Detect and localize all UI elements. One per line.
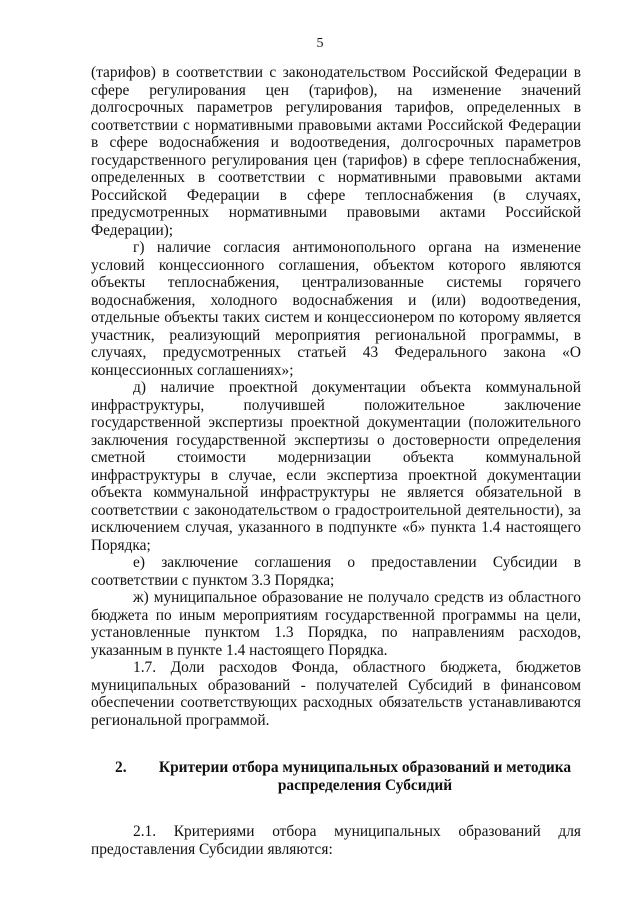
paragraph-item-zh: ж) муниципальное образование не получало средств из областного бюджета по иным мероприятиям государственной программы на цели, установленные пунктом 1.3 Порядка, по направлениям расходов, указанным в пункте 1.4 настоящего Порядка. <box>91 589 581 659</box>
paragraph-tariffs-continued: (тарифов) в соответствии с законодательством Российской Федерации в сфере регулирования цен (тарифов), на изменение значений долгосрочных параметров регулирования тарифов, определенных в соответствии с нормативными правовыми актами Российской Федерации в сфере водоснабжения и водоотведения, долгосрочных параметров государственного регулирования цен (тарифов) в сфере теплоснабжения, определенных в соответствии с нормативными правовыми актами Российской Федерации в сфере теплоснабжения (в случаях, предусмотренных нормативными правовыми актами Российской Федерации); <box>91 64 581 239</box>
paragraph-2-1: 2.1. Критериями отбора муниципальных образований для предоставления Субсидии являются: <box>91 823 581 858</box>
paragraph-1-7: 1.7. Доли расходов Фонда, областного бюджета, бюджетов муниципальных образований - получателей Субсидий в финансовом обеспечении соответствующих расходных обязательств устанавливаются региональной программой. <box>91 659 581 729</box>
paragraph-item-d: д) наличие проектной документации объекта коммунальной инфраструктуры, получившей положительное заключение государственной экспертизы проектной документации (положительного заключения государственной экспертизы о достоверности определения сметной стоимости модернизации объекта коммунальной инфраструктуры в случае, если экспертиза проектной документации объекта коммунальной инфраструктуры не является обязательной в соответствии с законодательством о градостроительной деятельности), за исключением случая, указанного в подпункте «б» пункта 1.4 настоящего Порядка; <box>91 379 581 554</box>
section-number: 2. <box>115 759 127 776</box>
document-body <box>91 64 581 858</box>
page-number: 5 <box>316 36 324 51</box>
section-heading <box>91 759 581 795</box>
paragraph-item-e: е) заключение соглашения о предоставлении Субсидии в соответствии с пунктом 3.3 Порядка; <box>91 554 581 589</box>
paragraph-item-g: г) наличие согласия антимонопольного органа на изменение условий концессионного соглашения, объектом которого являются объекты теплоснабжения, централизованные системы горячего водоснабжения, холодного водоснабжения и (или) водоотведения, отдельные объекты таких систем и концессионером по которому является участник, реализующий мероприятия региональной программы, в случаях, предусмотренных статьей 43 Федерального закона «О концессионных соглашениях»; <box>91 239 581 379</box>
section-title: Критерии отбора муниципальных образований и методика распределения Субсидий <box>158 759 572 794</box>
